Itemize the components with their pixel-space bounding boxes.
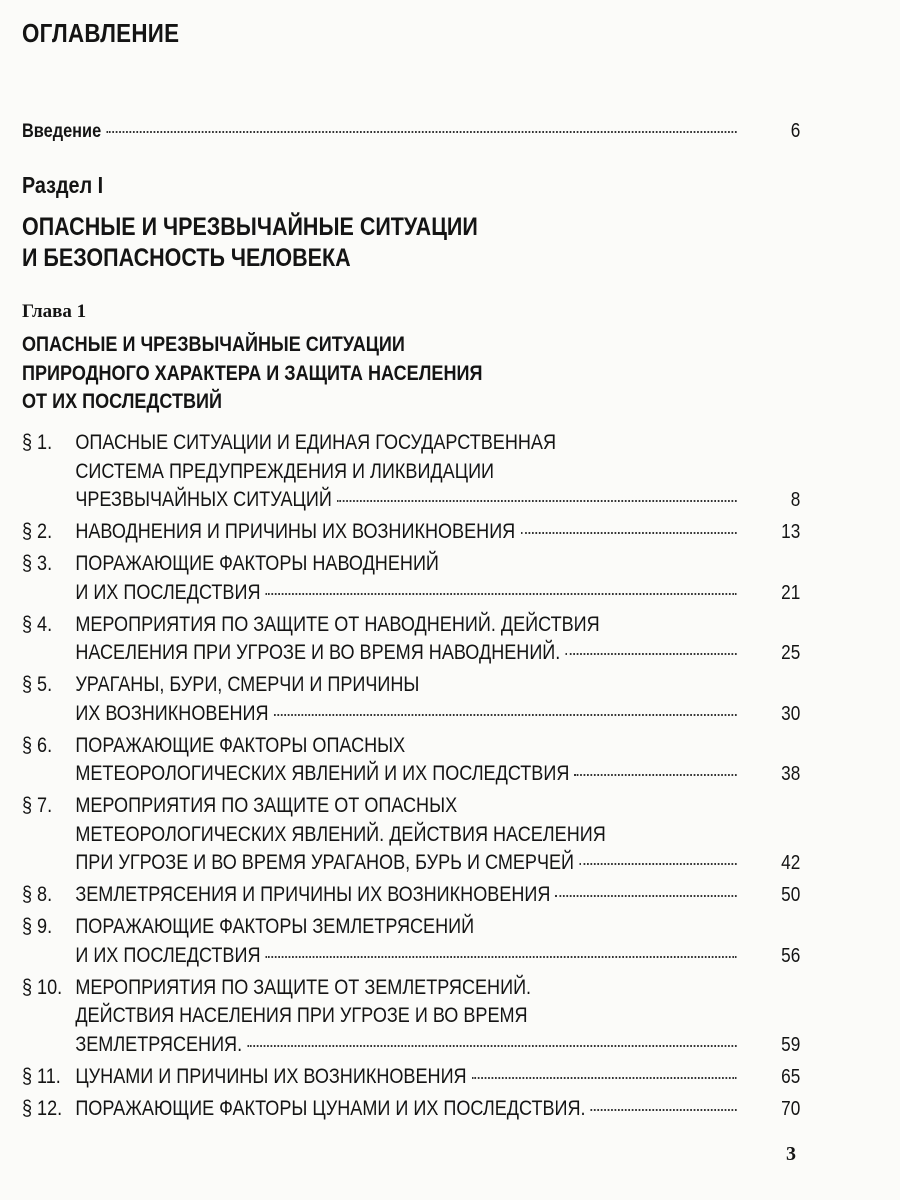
toc-entry[interactable]: [22, 671, 800, 728]
toc-entry-line: [75, 732, 800, 761]
toc-page-number: 65: [781, 1065, 801, 1088]
toc-entry-body: [75, 913, 800, 970]
part-title: [22, 212, 478, 274]
toc-entry-body: [75, 429, 800, 515]
toc-entry-text: ПРИ УГРОЗЕ И ВО ВРЕМЯ УРАГАНОВ, БУРЬ И СМЕРЧЕЙ: [75, 851, 575, 874]
dot-leader: [556, 895, 737, 897]
section-number: § 4.: [22, 612, 53, 636]
toc-entry-text: НАСЕЛЕНИЯ ПРИ УГРОЗЕ И ВО ВРЕМЯ НАВОДНЕНИЙ.: [75, 641, 561, 664]
toc-entry-text: УРАГАНЫ, БУРИ, СМЕРЧИ И ПРИЧИНЫ: [75, 673, 420, 696]
toc-entry-line: [75, 1063, 800, 1092]
toc-entry-text: ЗЕМЛЕТРЯСЕНИЯ И ПРИЧИНЫ ИХ ВОЗНИКНОВЕНИЯ: [75, 883, 551, 906]
toc-entry-text: ПОРАЖАЮЩИЕ ФАКТОРЫ ОПАСНЫХ: [75, 733, 406, 757]
section-number: § 3.: [22, 552, 53, 575]
page-title: ОГЛАВЛЕНИЕ: [22, 18, 180, 48]
dot-leader: [247, 1045, 736, 1047]
toc-list: [22, 429, 800, 1127]
toc-entry[interactable]: [22, 732, 800, 789]
toc-entry-line: [75, 1031, 800, 1060]
section-number: § 9.: [22, 915, 53, 938]
toc-entry-text: МЕРОПРИЯТИЯ ПО ЗАЩИТЕ ОТ ОПАСНЫХ: [75, 794, 458, 817]
toc-entry[interactable]: [22, 429, 800, 515]
toc-page-number: 38: [781, 763, 801, 785]
toc-entry-line: [75, 913, 800, 942]
toc-entry-text: ОПАСНЫЕ СИТУАЦИИ И ЕДИНАЯ ГОСУДАРСТВЕННАЯ: [75, 431, 557, 454]
page-number: 3: [786, 1143, 796, 1165]
toc-entry-text: ПОРАЖАЮЩИЕ ФАКТОРЫ НАВОДНЕНИЙ: [75, 552, 439, 575]
toc-entry-text: НАВОДНЕНИЯ И ПРИЧИНЫ ИХ ВОЗНИКНОВЕНИЯ: [75, 520, 516, 543]
toc-entry[interactable]: [22, 913, 800, 970]
toc-entry-line: [75, 821, 800, 850]
toc-entry-line: [75, 1002, 800, 1031]
toc-page-number: 21: [781, 581, 801, 604]
toc-entry-line: [75, 792, 800, 821]
toc-entry-line: [75, 760, 800, 789]
toc-entry[interactable]: [22, 792, 800, 878]
toc-entry[interactable]: [22, 518, 800, 547]
dot-leader: [575, 774, 737, 776]
toc-entry-line: [75, 518, 800, 547]
toc-page-number: 25: [781, 642, 801, 664]
toc-entry-body: [75, 792, 800, 878]
dot-leader: [266, 593, 737, 595]
part-title-line: ОПАСНЫЕ И ЧРЕЗВЫЧАЙНЫЕ СИТУАЦИИ: [22, 213, 478, 241]
chapter-title-line: ПРИРОДНОГО ХАРАКТЕРА И ЗАЩИТА НАСЕЛЕНИЯ: [22, 361, 483, 385]
toc-entry-line: [75, 671, 800, 700]
toc-entry-text: ИХ ВОЗНИКНОВЕНИЯ: [75, 701, 269, 725]
toc-entry-line: [75, 942, 800, 971]
section-number: § 10.: [22, 975, 63, 999]
chapter-title: [22, 331, 482, 417]
toc-entry-line: [75, 639, 800, 668]
dot-leader: [472, 1077, 737, 1079]
section-number: § 2.: [22, 520, 53, 543]
toc-entry-line: [75, 579, 800, 608]
dot-leader: [337, 500, 737, 502]
toc-page-number: 30: [781, 702, 801, 725]
dot-leader: [266, 956, 737, 958]
toc-page-number: 50: [781, 884, 801, 906]
toc-page-number: 56: [781, 944, 801, 967]
part-title-line: И БЕЗОПАСНОСТЬ ЧЕЛОВЕКА: [22, 244, 351, 272]
toc-entry-line: [75, 611, 800, 640]
toc-entry-line: [75, 550, 800, 579]
dot-leader: [106, 131, 736, 133]
toc-entry-body: [75, 550, 800, 607]
dot-leader: [565, 653, 736, 655]
toc-entry-text: ЦУНАМИ И ПРИЧИНЫ ИХ ВОЗНИКНОВЕНИЯ: [75, 1064, 467, 1088]
toc-entry-text: ДЕЙСТВИЯ НАСЕЛЕНИЯ ПРИ УГРОЗЕ И ВО ВРЕМЯ: [75, 1004, 528, 1027]
toc-entry-body: [75, 518, 800, 547]
toc-page-number: 8: [790, 489, 801, 511]
dot-leader: [520, 532, 736, 534]
dot-leader: [579, 863, 736, 865]
toc-page-number: 42: [781, 852, 801, 874]
toc-entry-text: ПОРАЖАЮЩИЕ ФАКТОРЫ ЗЕМЛЕТРЯСЕНИЙ: [75, 915, 475, 938]
toc-entry-text: МЕТЕОРОЛОГИЧЕСКИХ ЯВЛЕНИЙ И ИХ ПОСЛЕДСТВИЯ: [75, 762, 570, 785]
toc-entry-line: [75, 700, 800, 729]
chapter-label: Глава 1: [22, 301, 87, 322]
toc-entry-text: СИСТЕМА ПРЕДУПРЕЖДЕНИЯ И ЛИКВИДАЦИИ: [75, 459, 495, 483]
toc-entry-line: [75, 1095, 800, 1124]
section-number: § 12.: [22, 1096, 63, 1120]
toc-entry-body: [75, 732, 800, 789]
toc-entry-body: [75, 974, 800, 1060]
toc-entry[interactable]: [22, 1095, 800, 1124]
toc-entry-body: [75, 611, 800, 668]
toc-page-number: 70: [781, 1097, 801, 1120]
toc-entry-line: [75, 429, 800, 458]
section-number: § 6.: [22, 733, 53, 757]
toc-entry-text: ЗЕМЛЕТРЯСЕНИЯ.: [75, 1032, 243, 1056]
toc-entry-body: [75, 1063, 800, 1092]
toc-entry-line: [75, 881, 800, 910]
toc-entry[interactable]: [22, 881, 800, 910]
toc-entry-text: МЕРОПРИЯТИЯ ПО ЗАЩИТЕ ОТ НАВОДНЕНИЙ. ДЕЙСТВИЯ: [75, 612, 600, 636]
toc-entry-line: [75, 458, 800, 487]
toc-entry-body: [75, 671, 800, 728]
toc-entry[interactable]: [22, 611, 800, 668]
section-number: § 7.: [22, 794, 53, 817]
toc-entry-text: ЧРЕЗВЫЧАЙНЫХ СИТУАЦИЙ: [75, 488, 332, 511]
chapter-title-line: ОПАСНЫЕ И ЧРЕЗВЫЧАЙНЫЕ СИТУАЦИИ: [22, 333, 405, 356]
toc-entry-text: МЕТЕОРОЛОГИЧЕСКИХ ЯВЛЕНИЙ. ДЕЙСТВИЯ НАСЕЛЕНИЯ: [75, 822, 606, 846]
toc-page-number: 59: [781, 1033, 801, 1056]
toc-entry-line: [75, 974, 800, 1003]
dot-leader: [591, 1109, 737, 1111]
toc-entry-introduction[interactable]: [22, 120, 800, 143]
toc-entry[interactable]: [22, 550, 800, 607]
section-number: § 8.: [22, 883, 53, 906]
section-number: § 11.: [22, 1064, 61, 1088]
toc-entry-label: Введение: [22, 121, 102, 142]
toc-entry-line: [75, 849, 800, 878]
toc-page-number: 13: [781, 521, 801, 543]
toc-entry-text: ПОРАЖАЮЩИЕ ФАКТОРЫ ЦУНАМИ И ИХ ПОСЛЕДСТВИЯ.: [75, 1096, 586, 1120]
toc-entry-body: [75, 1095, 800, 1124]
toc-entry-text: МЕРОПРИЯТИЯ ПО ЗАЩИТЕ ОТ ЗЕМЛЕТРЯСЕНИЙ.: [75, 975, 532, 999]
part-label: Раздел I: [22, 172, 104, 198]
toc-page-number: 6: [790, 120, 801, 142]
toc-entry-text: И ИХ ПОСЛЕДСТВИЯ: [75, 580, 261, 604]
toc-entry[interactable]: [22, 1063, 800, 1092]
toc-entry[interactable]: [22, 974, 800, 1060]
chapter-title-line: ОТ ИХ ПОСЛЕДСТВИЙ: [22, 390, 222, 413]
section-number: § 5.: [22, 673, 53, 696]
toc-entry-line: [75, 486, 800, 515]
toc-entry-text: И ИХ ПОСЛЕДСТВИЯ: [75, 943, 261, 967]
toc-entry-body: [75, 881, 800, 910]
section-number: § 1.: [22, 431, 53, 454]
dot-leader: [274, 714, 737, 716]
